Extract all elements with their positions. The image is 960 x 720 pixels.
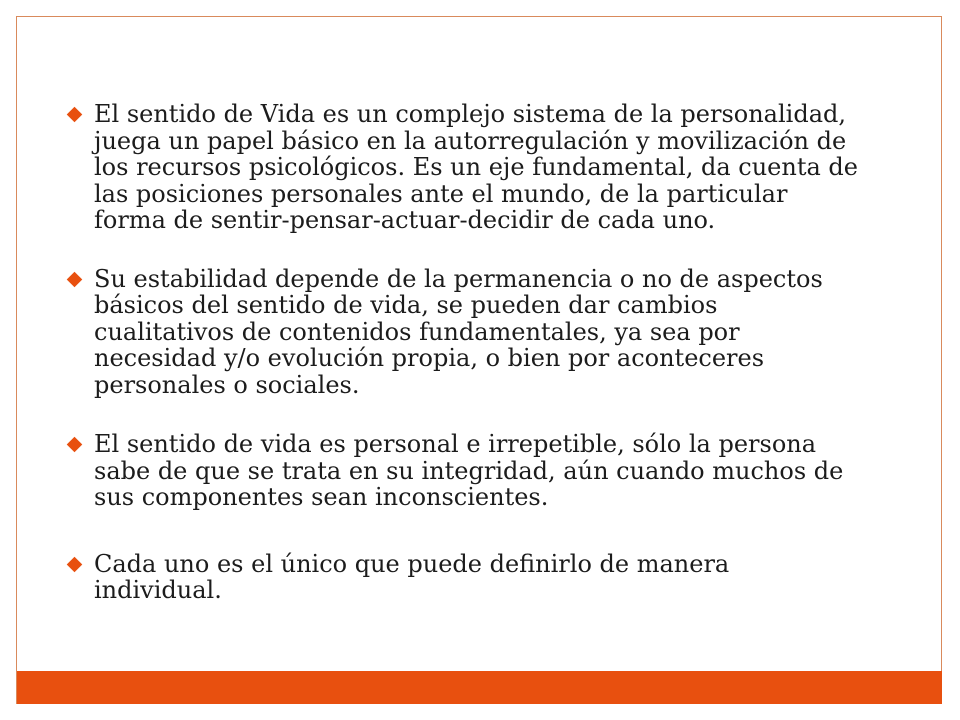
bullet-item <box>62 266 882 399</box>
bullet-list <box>62 101 882 636</box>
diamond-bullet-icon <box>67 437 83 453</box>
bullet-text: El sentido de vida es personal e irrepetible, sólo la persona sabe de que se trata en su integridad, aún cuando muchos de sus componentes sean inconscientes. <box>94 430 844 511</box>
bullet-text: Su estabilidad depende de la permanencia o no de aspectos básicos del sentido de vida, se pueden dar cambios cualitativos de contenidos fundamentales, ya sea por necesidad y/o evolución propia, o bien por aconteceres personales o sociales. <box>94 264 823 399</box>
bullet-text: El sentido de Vida es un complejo sistema de la personalidad, juega un papel básico en la autorregulación y movilización de los recursos psicológicos. Es un eje fundamental, da cuenta de las posiciones personales ante el mundo, de la particular forma de sentir-pensar-actuar-decidir de cada uno. <box>94 100 858 234</box>
bullet-text: Cada uno es el único que puede definirlo de manera individual. <box>94 549 730 604</box>
diamond-bullet-icon <box>67 556 83 572</box>
diamond-bullet-icon <box>67 107 83 123</box>
footer-accent-bar <box>17 671 942 704</box>
diamond-bullet-icon <box>67 271 83 287</box>
bullet-item <box>62 431 882 511</box>
bullet-item <box>62 551 882 604</box>
bullet-item <box>62 101 882 234</box>
